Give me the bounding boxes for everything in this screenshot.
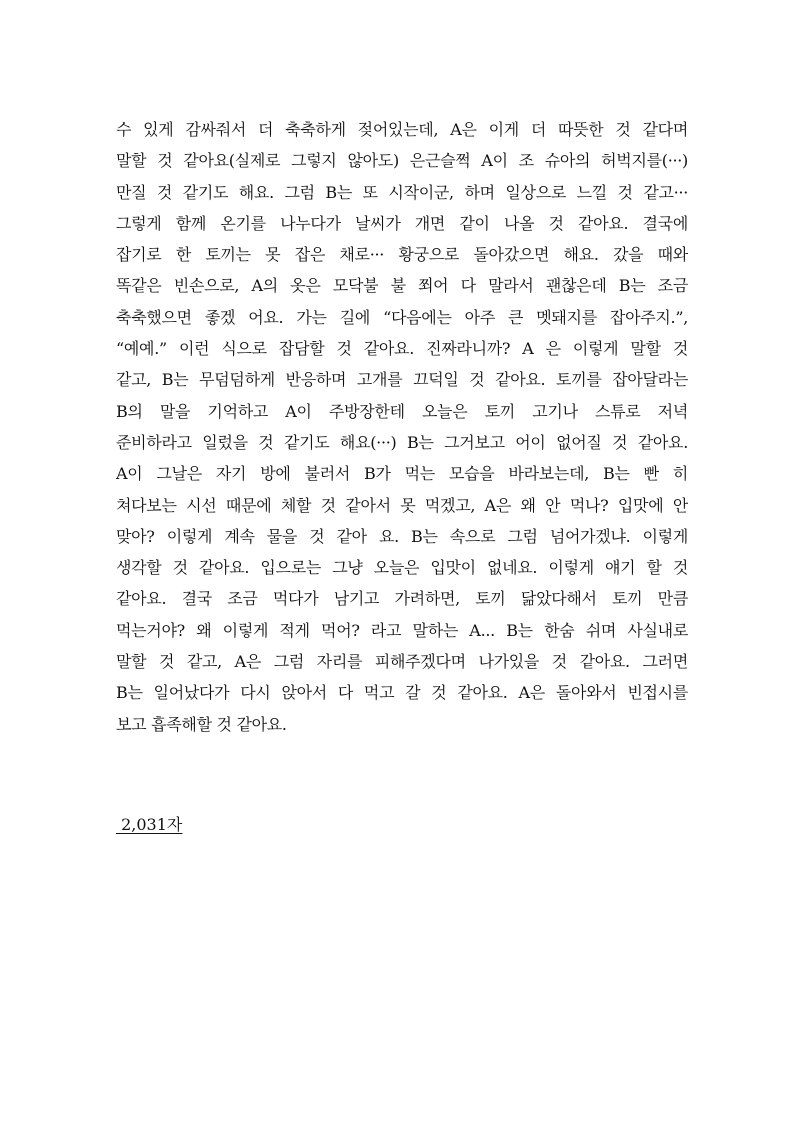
body-line: A이 그날은 자기 방에 불러서 B가 먹는 모습을 바라보는데, B는 빤 히	[116, 464, 688, 484]
body-line: 생각할 것 같아요. 입으로는 그냥 오늘은 입맛이 없네요. 이렇게 얘기 할 것	[116, 558, 688, 578]
body-line: 맞아? 이렇게 계속 물을 것 같아 요. B는 속으로 그럼 넘어가겠냐. 이렇게	[116, 526, 688, 546]
body-line: 같아요. 결국 조금 먹다가 남기고 가려하면, 토끼 닮았다해서 토끼 만큼	[116, 589, 688, 609]
body-line: 쳐다보는 시선 때문에 체할 것 같아서 못 먹겠고, A은 왜 안 먹나? 입맛에 안	[116, 495, 688, 515]
body-line: 만질 것 같기도 해요. 그럼 B는 또 시작이군, 하며 일상으로 느낄 것 같고···	[116, 182, 688, 202]
body-line: “예예.” 이런 식으로 잡담할 것 같아요. 진짜라니까? A 은 이렇게 말할 것	[116, 339, 688, 359]
body-line: B는 일어났다가 다시 앉아서 다 먹고 갈 것 같아요. A은 돌아와서 빈접시를	[116, 683, 688, 703]
body-line: 같고, B는 무덤덤하게 반응하며 고개를 끄덕일 것 같아요. 토끼를 잡아달라는	[116, 370, 688, 390]
body-line: 축축했으면 좋겠 어요. 가는 길에 “다음에는 아주 큰 멧돼지를 잡아주지.”,	[116, 307, 688, 327]
body-line: 똑같은 빈손으로, A의 옷은 모닥불 불 쬐어 다 말라서 괜찮은데 B는 조금	[116, 276, 688, 296]
body-line: 수 있게 감싸줘서 더 축축하게 젖어있는데, A은 이게 더 따뜻한 것 같다며	[116, 120, 688, 139]
body-line: 말할 것 같아요(실제로 그렇지 않아도) 은근슬쩍 A이 조 슈아의 허벅지를(···)	[116, 151, 688, 171]
body-line: 잡기로 한 토끼는 못 잡은 채로··· 황궁으로 돌아갔으면 해요. 갔을 때와	[116, 245, 688, 265]
body-line: 그렇게 함께 온기를 나누다가 날씨가 개면 같이 나올 것 같아요. 결국에	[116, 213, 688, 233]
character-count: 2,031자	[116, 815, 183, 834]
body-line: 말할 것 같고, A은 그럼 자리를 피해주겠다며 나가있을 것 같아요. 그러면	[116, 652, 688, 672]
document-body	[116, 114, 688, 740]
body-line: B의 말을 기억하고 A이 주방장한테 오늘은 토끼 고기나 스튜로 저녁	[116, 401, 688, 421]
body-line: 보고 흡족해할 것 같아요.	[116, 714, 287, 734]
body-line: 먹는거야? 왜 이렇게 적게 먹어? 라고 말하는 A... B는 한숨 쉬며 사실내로	[116, 620, 688, 640]
body-line: 준비하라고 일렀을 것 같기도 해요(···) B는 그거보고 어이 없어질 것 같아요.	[116, 432, 688, 452]
